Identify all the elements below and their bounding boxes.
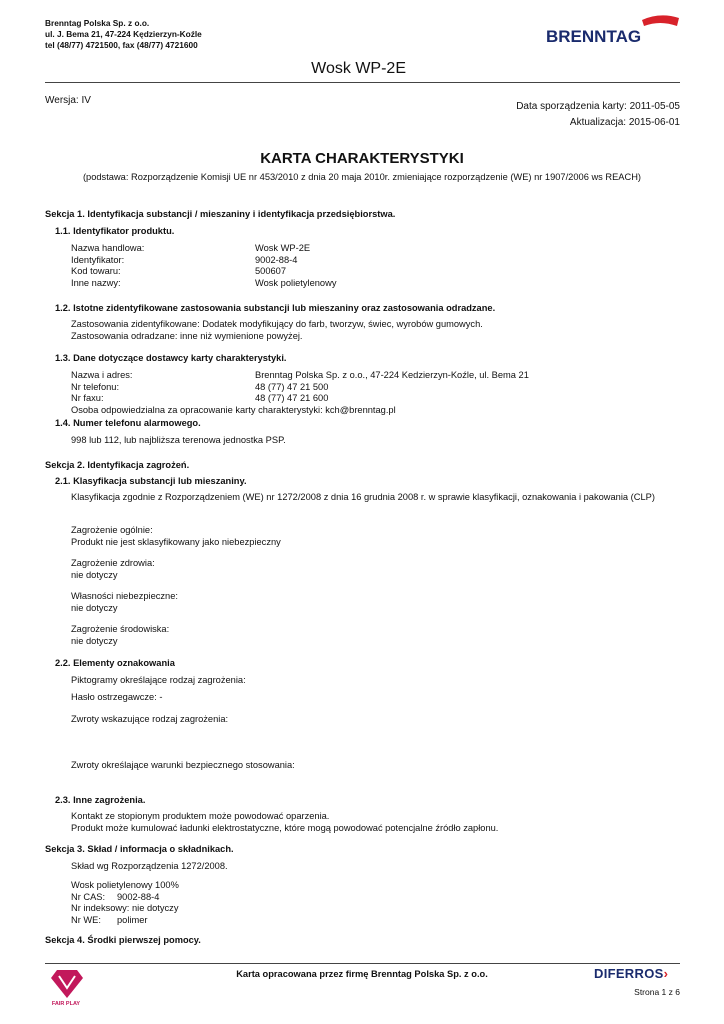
version-label: Wersja: IV (45, 95, 91, 106)
hazard-environment: Zagrożenie środowiska: nie dotyczy (71, 624, 170, 646)
section-2-heading: Sekcja 2. Identyfikacja zagrożeń. (45, 460, 190, 470)
kv-row: Nr telefonu: 48 (77) 47 21 500 (71, 381, 329, 392)
kv-row: Nazwa i adres: Brenntag Polska Sp. z o.o., 47-224 Kedzierzyn-Koźle, ul. Bema 21 (71, 370, 529, 380)
subsection-1-4-heading: 1.4. Numer telefonu alarmowego. (55, 418, 201, 428)
hazard-statements-label: Zwroty wskazujące rodzaj zagrożenia: (71, 714, 229, 724)
subsection-2-2-heading: 2.2. Elementy oznakowania (55, 658, 175, 668)
hazard-health: Zagrożenie zdrowia: nie dotyczy (71, 558, 155, 580)
legal-basis: (podstawa: Rozporządzenie Komisji UE nr 453/2010 z dnia 20 maja 2010r. zmieniające rozporządzenie (WE) nr 1907/2006 ws REACH) (82, 172, 642, 182)
product-identifier-table (71, 243, 336, 289)
document-dates (516, 99, 680, 131)
supplier-table (71, 370, 529, 416)
footer-divider (45, 963, 680, 964)
page-number: Strona 1 z 6 (634, 987, 680, 997)
product-title: Wosk WP-2E (311, 60, 406, 77)
date-created: Data sporządzenia karty: 2011-05-05 (516, 101, 680, 112)
kv-row: Nazwa handlowa: Wosk WP-2E (71, 243, 311, 253)
chevron-right-icon: › (663, 966, 669, 981)
emergency-phone: 998 lub 112, lub najbliższa terenowa jednostka PSP. (71, 435, 286, 445)
composition-details: Wosk polietylenowy 100% Nr CAS: 9002-88-4 Nr indeksowy: nie dotyczy Nr WE: polimer (71, 880, 179, 925)
hazard-properties: Własności niebezpieczne: nie dotyczy (71, 591, 178, 613)
kv-row: Identyfikator: 9002-88-4 (71, 254, 298, 265)
kv-row: Kod towaru: 500607 (71, 266, 287, 276)
clp-classification: Klasyfikacja zgodnie z Rozporządzeniem (WE) nr 1272/2008 z dnia 16 grudnia 2008 r. w sprawie klasyfikacji, oznakowania i pakowania (CLP) (71, 492, 655, 502)
subsection-1-2-heading: 1.2. Istotne zidentyfikowane zastosowania substancji lub mieszaniny oraz zastosowania odradzane. (55, 303, 496, 313)
kv-row: Nr faxu: 48 (77) 47 21 600 (71, 393, 329, 403)
subsection-1-3-heading: 1.3. Dane dotyczące dostawcy karty charakterystyki. (55, 353, 287, 363)
hazard-general: Zagrożenie ogólnie: Produkt nie jest sklasyfikowany jako niebezpieczny (71, 525, 281, 547)
document-title: KARTA CHARAKTERYSTYKI (260, 150, 464, 167)
prepared-by: Karta opracowana przez firmę Brenntag Polska Sp. z o.o. (236, 969, 488, 979)
responsible-person: Osoba odpowiedzialna za opracowanie karty charakterystyki: kch@brenntag.pl (71, 404, 396, 415)
pictograms-label: Piktogramy określające rodzaj zagrożenia: (71, 675, 246, 685)
subsection-2-1-heading: 2.1. Klasyfikacja substancji lub mieszaniny. (55, 476, 247, 486)
header-divider (45, 82, 680, 83)
company-address: Brenntag Polska Sp. z o.o. ul. J. Bema 21, 47-224 Kędzierzyn-Koźle tel (48/77) 4721500, fax (48/77) 4721600 (45, 18, 202, 50)
composition-basis: Skład wg Rozporządzenia 1272/2008. (71, 861, 228, 871)
svg-text:BRENNTAG: BRENNTAG (546, 27, 642, 46)
section-3-heading: Sekcja 3. Skład / informacja o składnikach. (45, 844, 234, 854)
kv-row: Inne nazwy: Wosk polietylenowy (71, 277, 337, 288)
signal-word: Hasło ostrzegawcze: - (71, 692, 163, 702)
section-1-heading: Sekcja 1. Identyfikacja substancji / mieszaniny i identyfikacja przedsiębiorstwa. (45, 209, 396, 219)
brenntag-logo (546, 14, 680, 48)
identified-uses: Zastosowania zidentyfikowane: Dodatek modyfikujący do farb, tworzyw, świec, wyrobów gumowych. Zastosowania odradzane: inne niż wymienione powyżej. (71, 319, 483, 341)
diferros-logo: DIFERROS› (594, 966, 669, 981)
subsection-1-1-heading: 1.1. Identyfikator produktu. (55, 226, 175, 236)
section-4-heading: Sekcja 4. Środki pierwszej pomocy. (45, 935, 201, 945)
date-updated: Aktualizacja: 2015-06-01 (569, 117, 680, 128)
subsection-2-3-heading: 2.3. Inne zagrożenia. (55, 795, 146, 805)
precautionary-statements-label: Zwroty określające warunki bezpiecznego stosowania: (71, 760, 295, 770)
other-hazards: Kontakt ze stopionym produktem może powodować oparzenia. Produkt może kumulować ładunki elektrostatyczne, które mogą powodować potencjalne źródło zapłonu. (71, 811, 499, 833)
fairplay-label: FAIR PLAY (51, 1001, 81, 1007)
